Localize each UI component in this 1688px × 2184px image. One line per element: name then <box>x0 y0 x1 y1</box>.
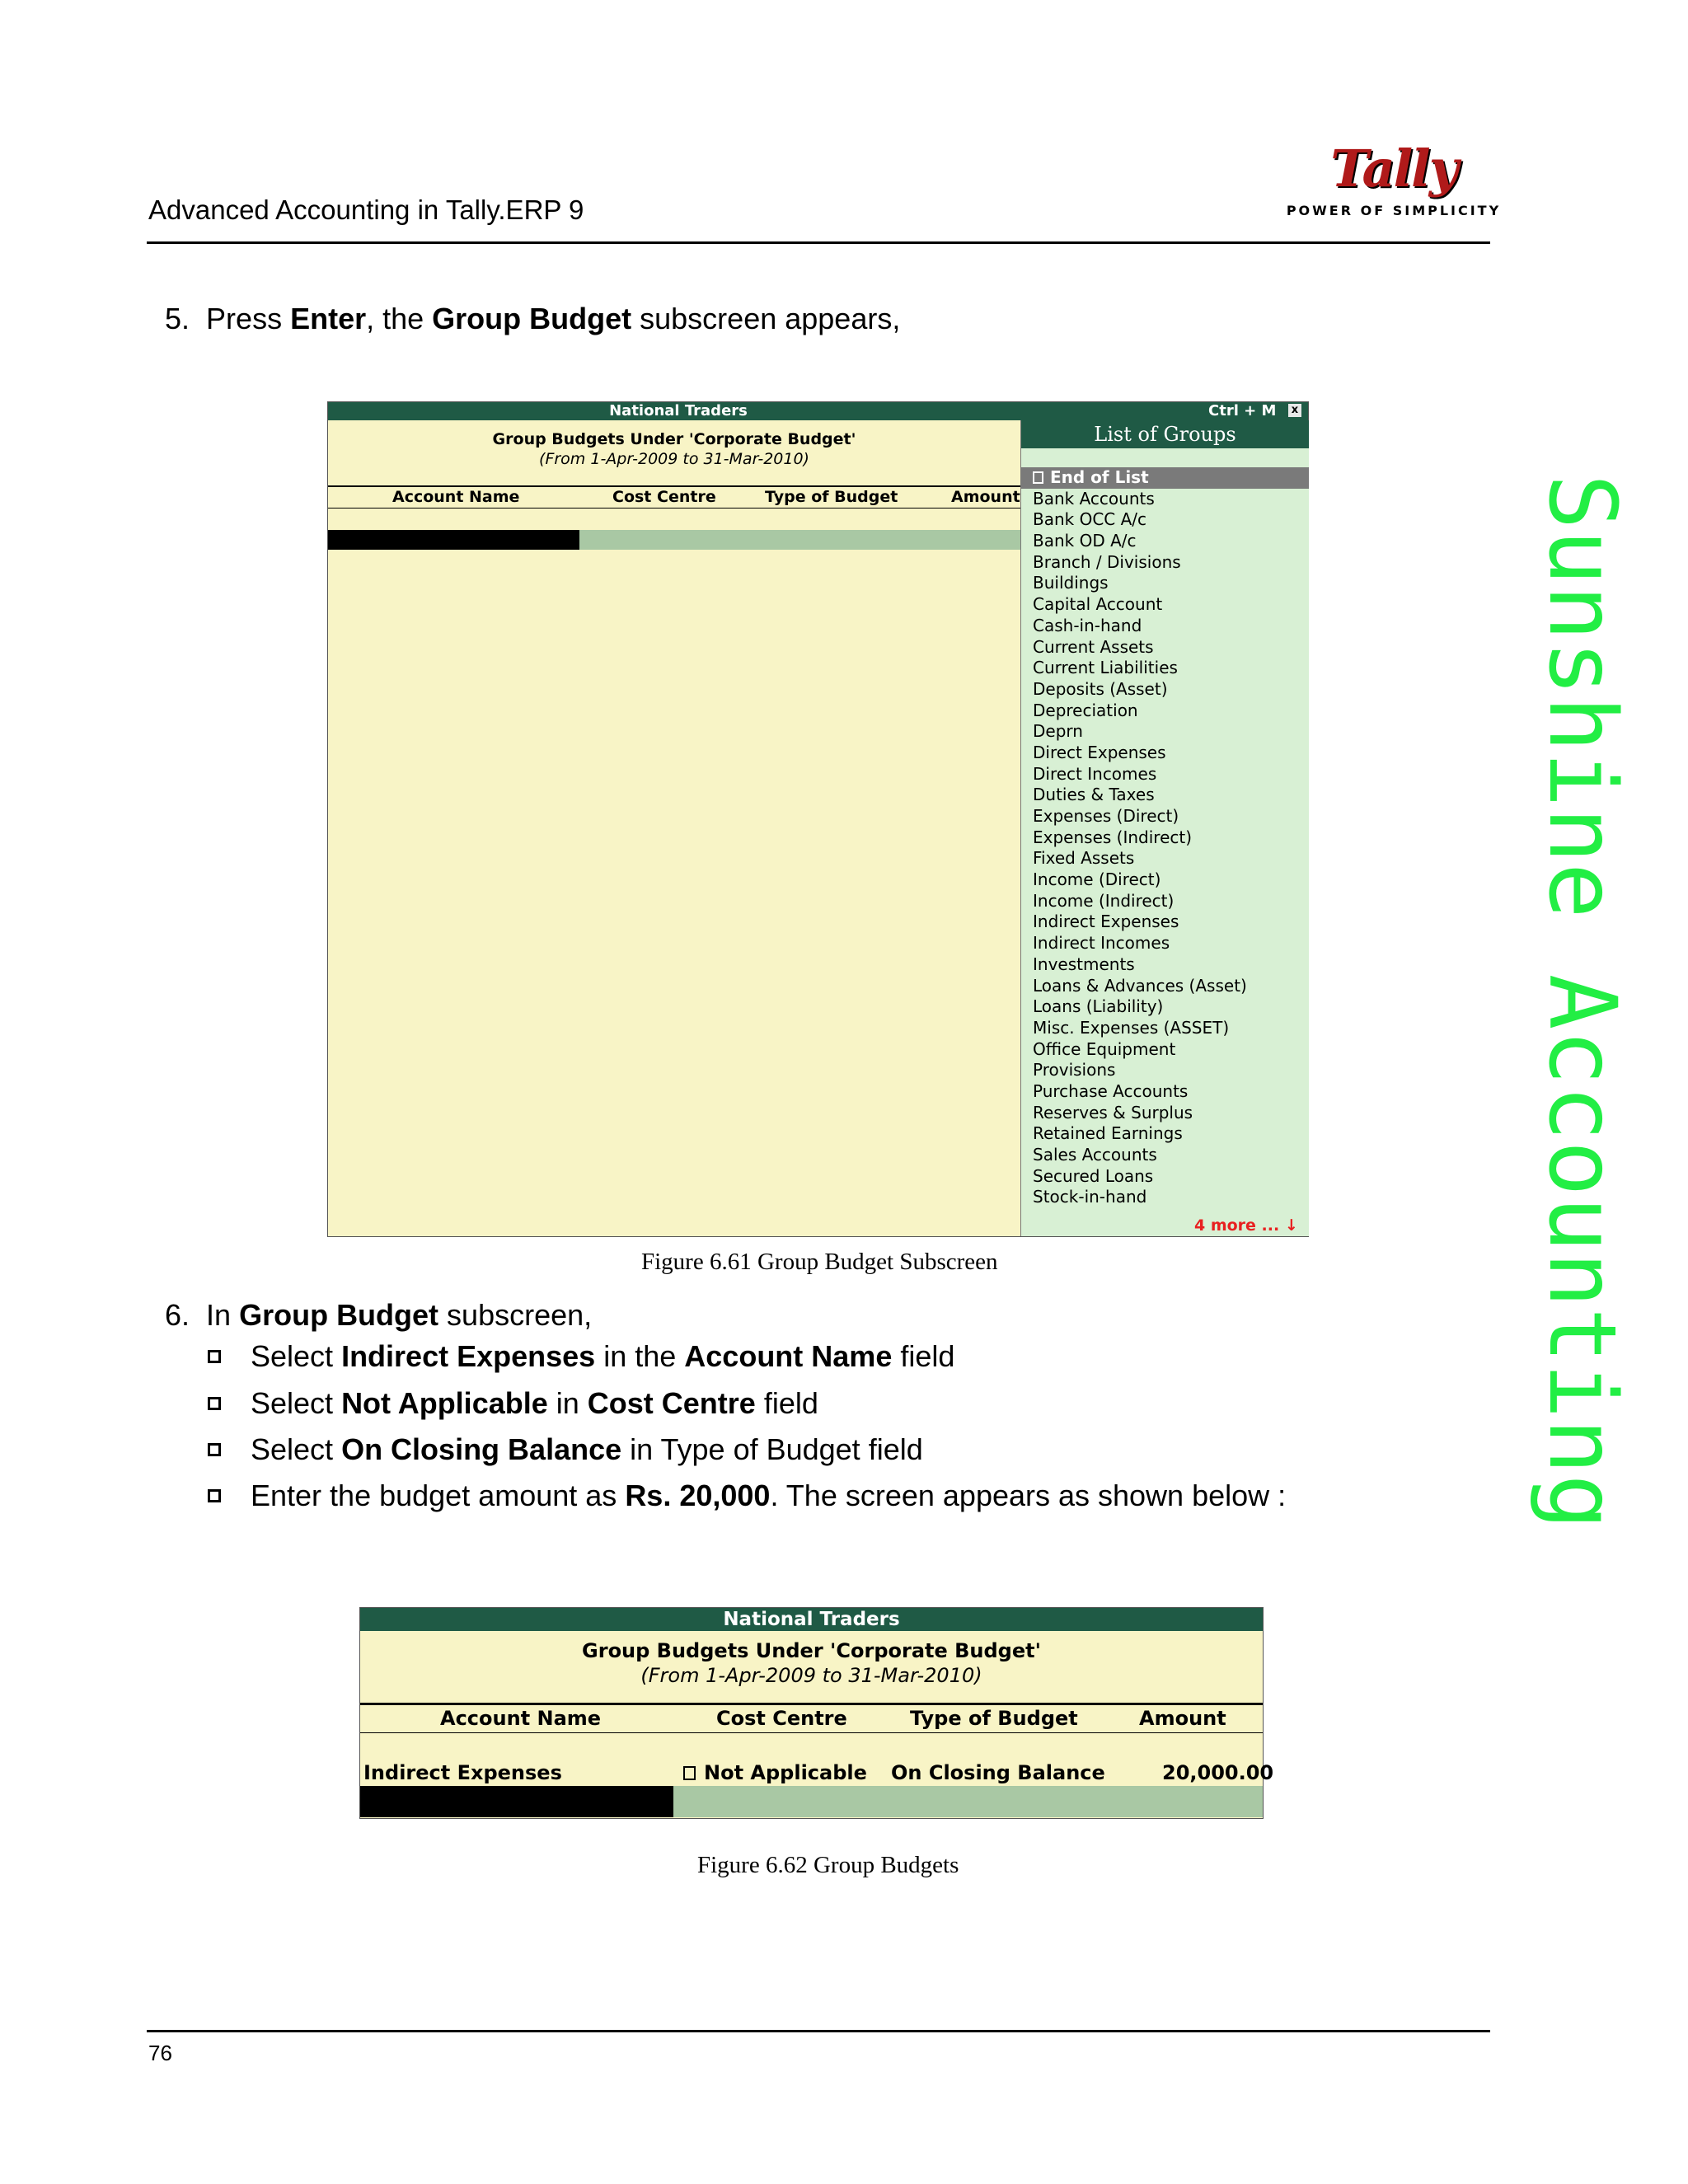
list-item[interactable]: Income (Indirect) <box>1033 890 1175 911</box>
group-budget-subscreen <box>327 401 1309 1237</box>
shortcut-label: Ctrl + M <box>1208 402 1277 419</box>
list-item[interactable]: Direct Incomes <box>1033 763 1157 784</box>
list-item[interactable]: Depreciation <box>1033 700 1138 720</box>
list-item[interactable]: Purchase Accounts <box>1033 1080 1189 1101</box>
bullet-icon <box>208 1489 221 1502</box>
close-icon[interactable]: x <box>1288 404 1301 417</box>
col-cost-centre: Cost Centre <box>716 1707 847 1730</box>
list-item[interactable]: Retained Earnings <box>1033 1123 1183 1144</box>
entry-row-highlight <box>579 530 1020 550</box>
list-item[interactable]: Deposits (Asset) <box>1033 678 1168 699</box>
bullet-1: Select Indirect Expenses in the Account Name field <box>208 1339 954 1374</box>
list-item[interactable]: Bank OD A/c <box>1033 531 1137 551</box>
list-item[interactable]: Loans (Liability) <box>1033 996 1164 1017</box>
list-item[interactable]: Stock-in-hand <box>1033 1187 1147 1207</box>
step-6: 6. In Group Budget subscreen, <box>165 1298 593 1332</box>
list-item[interactable]: Branch / Divisions <box>1033 551 1181 572</box>
list-item[interactable]: Current Assets <box>1033 636 1154 657</box>
more-items-indicator[interactable]: 4 more ... ↓ <box>1194 1216 1298 1235</box>
list-item[interactable]: Indirect Expenses <box>1033 912 1179 932</box>
watermark: Sunshine Accounting <box>1528 474 1635 1530</box>
list-item[interactable]: Sales Accounts <box>1033 1145 1157 1165</box>
col-type-of-budget: Type of Budget <box>765 488 898 506</box>
list-item[interactable]: Bank OCC A/c <box>1033 509 1147 530</box>
list-item[interactable]: Bank Accounts <box>1033 488 1155 509</box>
type-of-budget-value[interactable]: On Closing Balance <box>891 1761 1105 1784</box>
list-item[interactable]: Office Equipment <box>1033 1038 1176 1059</box>
list-item[interactable]: Current Liabilities <box>1033 658 1178 678</box>
logo-tagline: POWER OF SIMPLICITY <box>1286 203 1502 218</box>
bullet-2: Select Not Applicable in Cost Centre field <box>208 1386 818 1421</box>
col-cost-centre: Cost Centre <box>612 488 716 506</box>
bullet-icon <box>208 1350 221 1363</box>
list-item[interactable]: Duties & Taxes <box>1033 785 1155 805</box>
budget-period: (From 1-Apr-2009 to 31-Mar-2010) <box>640 1664 982 1687</box>
group-list <box>1021 467 1309 1208</box>
header-divider <box>147 241 1490 244</box>
budget-heading: Group Budgets Under 'Corporate Budget' <box>492 430 856 448</box>
list-item[interactable]: Income (Direct) <box>1033 869 1161 890</box>
tally-logo <box>1286 138 1502 218</box>
list-item[interactable]: Deprn <box>1033 721 1083 742</box>
running-header: Advanced Accounting in Tally.ERP 9 <box>148 194 584 225</box>
company-name: National Traders <box>360 1608 1263 1631</box>
next-row-input[interactable] <box>360 1786 673 1817</box>
list-item[interactable]: Misc. Expenses (ASSET) <box>1033 1017 1230 1038</box>
budget-period: (From 1-Apr-2009 to 31-Mar-2010) <box>539 450 809 468</box>
checkbox-icon <box>683 1766 696 1780</box>
bullet-icon <box>208 1443 221 1456</box>
figure-caption-2: Figure 6.62 Group Budgets <box>697 1852 959 1878</box>
list-of-groups-panel <box>1020 420 1309 1236</box>
col-account-name: Account Name <box>440 1707 602 1730</box>
bullet-3: Select On Closing Balance in Type of Budget field <box>208 1432 923 1467</box>
list-item[interactable]: Expenses (Indirect) <box>1033 827 1193 847</box>
account-name-input[interactable] <box>328 530 579 550</box>
step-5: 5. Press Enter, the Group Budget subscreen appears, <box>165 302 901 335</box>
list-item[interactable]: Provisions <box>1033 1060 1116 1080</box>
company-name: National Traders <box>609 402 748 419</box>
amount-value[interactable]: 20,000.00 <box>1162 1761 1274 1784</box>
list-item[interactable]: Capital Account <box>1033 594 1163 615</box>
page-number: 76 <box>148 2041 172 2065</box>
bullet-4: Enter the budget amount as Rs. 20,000. The screen appears as shown below : <box>208 1479 1286 1513</box>
checkbox-icon <box>1033 471 1043 484</box>
list-item[interactable]: Expenses (Direct) <box>1033 806 1179 826</box>
list-item-end-of-list[interactable]: End of List <box>1021 467 1309 489</box>
col-amount: Amount <box>951 488 1020 506</box>
list-item[interactable]: Direct Expenses <box>1033 742 1166 762</box>
list-item[interactable]: Indirect Incomes <box>1033 933 1170 954</box>
logo-wordmark: Tally <box>1330 138 1457 199</box>
col-account-name: Account Name <box>392 488 520 506</box>
title-bar <box>328 402 1308 420</box>
cost-centre-value[interactable]: Not Applicable <box>683 1761 867 1784</box>
budget-heading: Group Budgets Under 'Corporate Budget' <box>582 1639 1041 1662</box>
list-item[interactable]: Loans & Advances (Asset) <box>1033 975 1247 996</box>
list-item[interactable]: Cash-in-hand <box>1033 615 1142 635</box>
footer-divider <box>147 2030 1490 2032</box>
entry-row-highlight <box>673 1786 1263 1817</box>
list-item[interactable]: Buildings <box>1033 573 1109 593</box>
account-name-value[interactable]: Indirect Expenses <box>363 1761 562 1784</box>
list-item[interactable]: Secured Loans <box>1033 1165 1154 1186</box>
list-title: List of Groups <box>1021 420 1309 448</box>
list-item[interactable]: Reserves & Surplus <box>1033 1102 1193 1122</box>
group-budgets-screen <box>359 1607 1274 1819</box>
list-item[interactable]: Fixed Assets <box>1033 848 1135 869</box>
bullet-icon <box>208 1397 221 1410</box>
figure-caption-1: Figure 6.61 Group Budget Subscreen <box>641 1249 998 1275</box>
list-item[interactable]: Investments <box>1033 954 1135 974</box>
col-type-of-budget: Type of Budget <box>910 1707 1078 1730</box>
col-amount: Amount <box>1139 1707 1226 1730</box>
